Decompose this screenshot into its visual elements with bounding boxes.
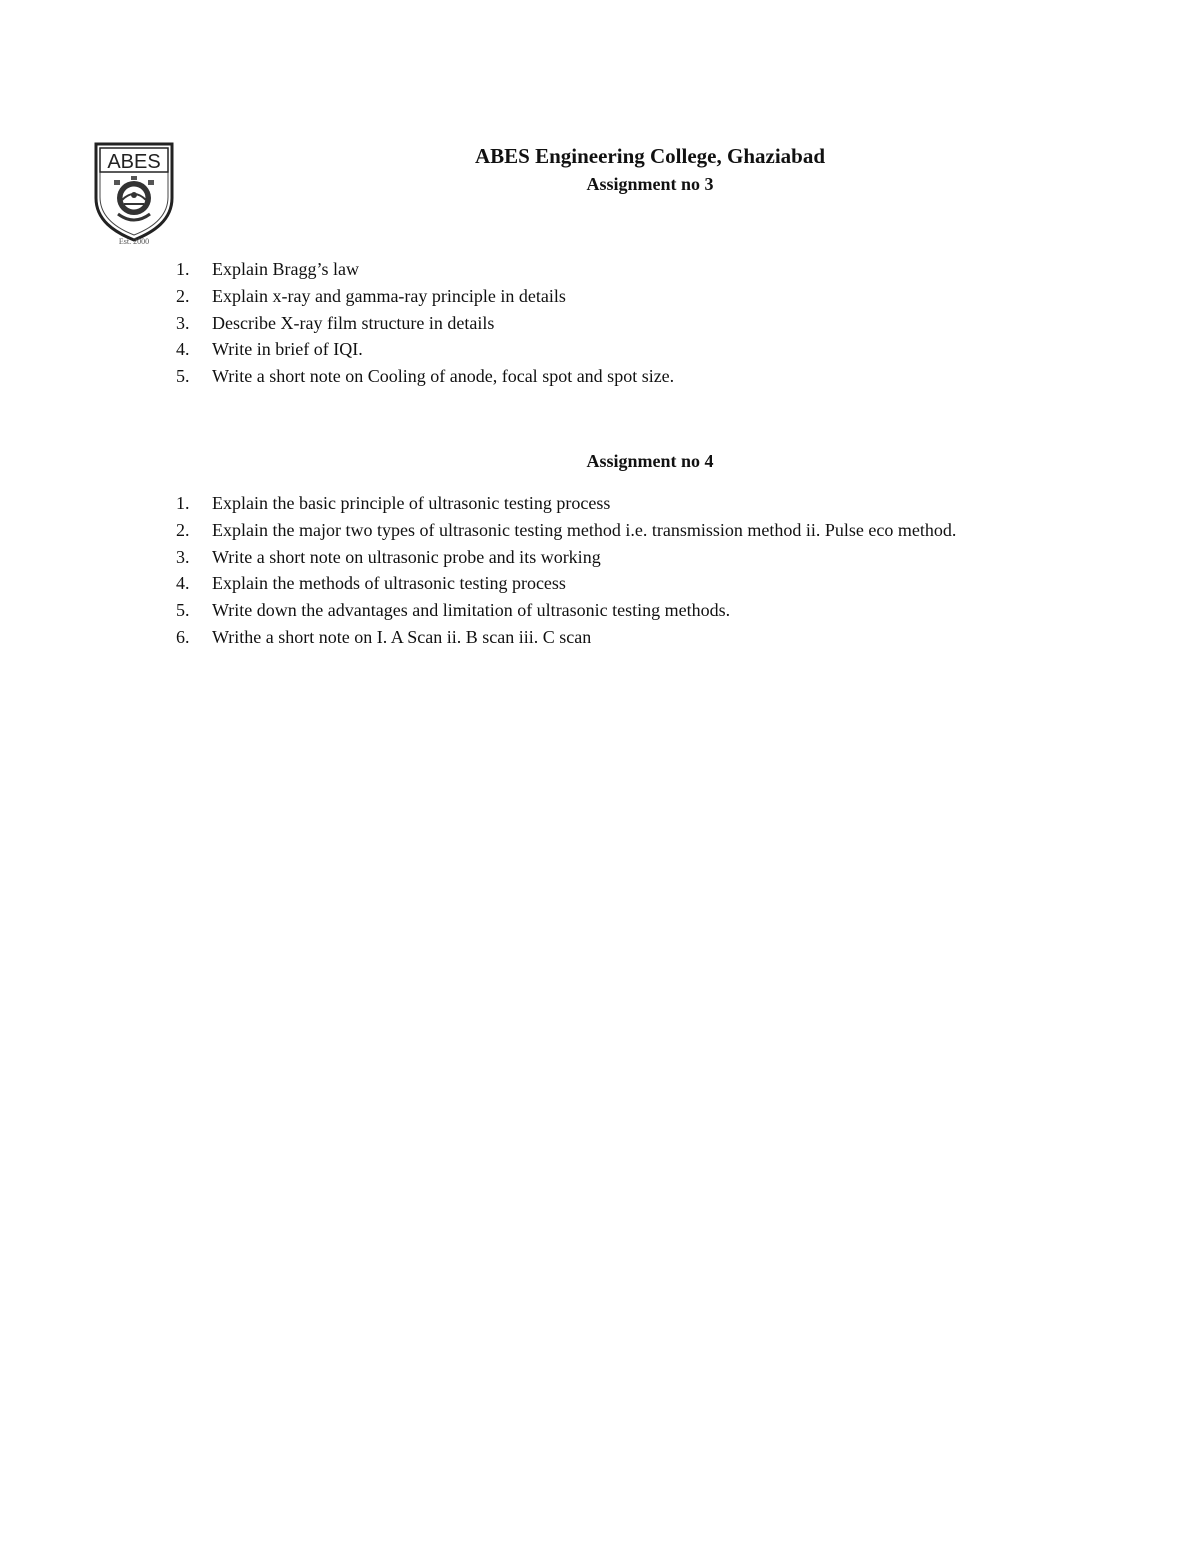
college-title: ABES Engineering College, Ghaziabad bbox=[474, 144, 826, 168]
question-number: 4. bbox=[176, 573, 190, 594]
list-item bbox=[160, 363, 1060, 390]
question-number: 3. bbox=[176, 312, 190, 333]
list-item bbox=[160, 624, 1060, 651]
question-text: Writhe a short note on I. A Scan ii. B scan iii. C scan bbox=[212, 626, 592, 647]
assignment-3-question-list bbox=[160, 256, 1060, 390]
question-text: Explain the methods of ultrasonic testing process bbox=[212, 573, 566, 594]
list-item bbox=[160, 490, 1060, 517]
question-number: 2. bbox=[176, 519, 190, 540]
question-number: 4. bbox=[176, 339, 190, 360]
college-logo-icon bbox=[92, 140, 176, 246]
list-item bbox=[160, 570, 1060, 597]
question-text: Write a short note on ultrasonic probe and its working bbox=[212, 546, 601, 567]
question-text: Explain Bragg’s law bbox=[212, 259, 359, 279]
question-number: 1. bbox=[176, 259, 190, 279]
question-number: 3. bbox=[176, 546, 190, 567]
list-item bbox=[160, 336, 1060, 363]
assignment-4-title: Assignment no 4 bbox=[586, 451, 714, 471]
list-item bbox=[160, 517, 1060, 544]
list-item bbox=[160, 597, 1060, 624]
question-text: Explain the major two types of ultrasonic testing method i.e. transmission method ii. Pulse eco method. bbox=[212, 519, 957, 540]
question-number: 2. bbox=[176, 285, 190, 306]
logo-text: ABES bbox=[107, 151, 161, 173]
logo-established: Est. 2000 bbox=[118, 237, 150, 246]
question-text: Write a short note on Cooling of anode, focal spot and spot size. bbox=[212, 366, 675, 387]
question-number: 5. bbox=[176, 600, 190, 621]
question-number: 1. bbox=[176, 493, 190, 513]
assignment-3-title: Assignment no 3 bbox=[586, 174, 714, 194]
list-item bbox=[160, 544, 1060, 571]
question-number: 5. bbox=[176, 366, 190, 387]
question-text: Explain the basic principle of ultrasonic testing process bbox=[212, 493, 611, 513]
list-item bbox=[160, 310, 1060, 337]
assignment-4-question-list bbox=[160, 490, 1060, 651]
question-text: Explain x-ray and gamma-ray principle in details bbox=[212, 285, 566, 306]
question-number: 6. bbox=[176, 626, 190, 647]
question-text: Write in brief of IQI. bbox=[212, 339, 363, 360]
question-text: Write down the advantages and limitation of ultrasonic testing methods. bbox=[212, 600, 731, 621]
list-item bbox=[160, 256, 1060, 283]
question-text: Describe X-ray film structure in details bbox=[212, 312, 495, 333]
list-item bbox=[160, 283, 1060, 310]
